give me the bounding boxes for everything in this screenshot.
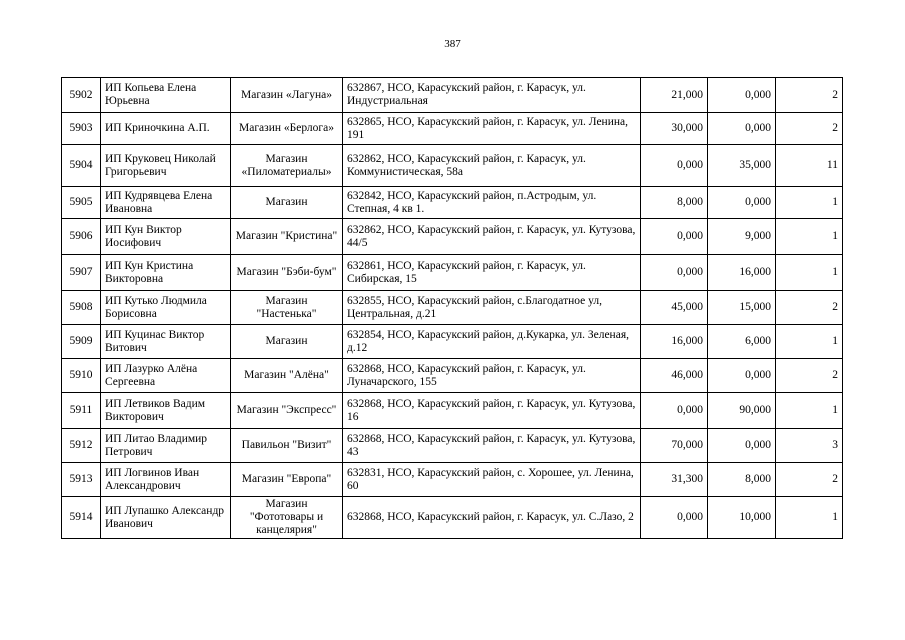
value-1: 0,000 bbox=[641, 393, 708, 429]
shop-name: Магазин "Экспресс" bbox=[231, 393, 343, 429]
owner-name: ИП Криночкина А.П. bbox=[101, 113, 231, 145]
owner-name: ИП Куцинас Виктор Витович bbox=[101, 325, 231, 359]
row-number: 5914 bbox=[62, 497, 101, 539]
row-number: 5912 bbox=[62, 429, 101, 463]
address: 632865, НСО, Карасукский район, г. Карасук, ул. Ленина, 191 bbox=[343, 113, 641, 145]
value-2: 15,000 bbox=[708, 291, 776, 325]
row-number: 5907 bbox=[62, 255, 101, 291]
value-2: 8,000 bbox=[708, 463, 776, 497]
shop-name: Магазин "Настенька" bbox=[231, 291, 343, 325]
row-number: 5902 bbox=[62, 78, 101, 113]
address: 632862, НСО, Карасукский район, г. Карасук, ул. Кутузова, 44/5 bbox=[343, 219, 641, 255]
value-2: 0,000 bbox=[708, 78, 776, 113]
table-row bbox=[62, 145, 843, 187]
value-2: 0,000 bbox=[708, 187, 776, 219]
table-row bbox=[62, 463, 843, 497]
value-3: 1 bbox=[776, 497, 843, 539]
owner-name: ИП Кудрявцева Елена Ивановна bbox=[101, 187, 231, 219]
table-row bbox=[62, 359, 843, 393]
shop-name: Магазин "Фототовары и канцелярия" bbox=[231, 497, 343, 539]
value-2: 0,000 bbox=[708, 429, 776, 463]
value-3: 3 bbox=[776, 429, 843, 463]
owner-name: ИП Логвинов Иван Александрович bbox=[101, 463, 231, 497]
value-2: 16,000 bbox=[708, 255, 776, 291]
row-number: 5904 bbox=[62, 145, 101, 187]
page-number: 387 bbox=[444, 38, 461, 50]
table-row bbox=[62, 219, 843, 255]
value-2: 0,000 bbox=[708, 113, 776, 145]
table-row bbox=[62, 429, 843, 463]
value-1: 21,000 bbox=[641, 78, 708, 113]
registry-table bbox=[61, 77, 843, 539]
value-3: 1 bbox=[776, 187, 843, 219]
row-number: 5903 bbox=[62, 113, 101, 145]
value-1: 31,300 bbox=[641, 463, 708, 497]
row-number: 5913 bbox=[62, 463, 101, 497]
value-2: 35,000 bbox=[708, 145, 776, 187]
shop-name: Магазин "Алёна" bbox=[231, 359, 343, 393]
value-3: 2 bbox=[776, 463, 843, 497]
value-3: 2 bbox=[776, 78, 843, 113]
value-1: 70,000 bbox=[641, 429, 708, 463]
shop-name: Магазин "Кристина" bbox=[231, 219, 343, 255]
value-2: 6,000 bbox=[708, 325, 776, 359]
address: 632842, НСО, Карасукский район, п.Астродым, ул. Степная, 4 кв 1. bbox=[343, 187, 641, 219]
table-row bbox=[62, 497, 843, 539]
table-row bbox=[62, 393, 843, 429]
value-2: 90,000 bbox=[708, 393, 776, 429]
value-1: 0,000 bbox=[641, 219, 708, 255]
shop-name: Магазин «Лагуна» bbox=[231, 78, 343, 113]
address: 632861, НСО, Карасукский район, г. Карасук, ул. Сибирская, 15 bbox=[343, 255, 641, 291]
shop-name: Магазин bbox=[231, 187, 343, 219]
owner-name: ИП Кутько Людмила Борисовна bbox=[101, 291, 231, 325]
table-row bbox=[62, 113, 843, 145]
address: 632867, НСО, Карасукский район, г. Карасук, ул. Индустриальная bbox=[343, 78, 641, 113]
owner-name: ИП Кун Виктор Иосифович bbox=[101, 219, 231, 255]
row-number: 5911 bbox=[62, 393, 101, 429]
value-3: 1 bbox=[776, 219, 843, 255]
value-1: 0,000 bbox=[641, 145, 708, 187]
value-3: 2 bbox=[776, 291, 843, 325]
value-1: 46,000 bbox=[641, 359, 708, 393]
owner-name: ИП Летвиков Вадим Викторович bbox=[101, 393, 231, 429]
address: 632854, НСО, Карасукский район, д.Кукарка, ул. Зеленая, д.12 bbox=[343, 325, 641, 359]
table-row bbox=[62, 255, 843, 291]
row-number: 5905 bbox=[62, 187, 101, 219]
owner-name: ИП Копьева Елена Юрьевна bbox=[101, 78, 231, 113]
value-1: 0,000 bbox=[641, 255, 708, 291]
value-1: 16,000 bbox=[641, 325, 708, 359]
value-3: 1 bbox=[776, 393, 843, 429]
address: 632868, НСО, Карасукский район, г. Карасук, ул. Кутузова, 43 bbox=[343, 429, 641, 463]
table-row bbox=[62, 187, 843, 219]
table-row bbox=[62, 291, 843, 325]
address: 632862, НСО, Карасукский район, г. Карасук, ул. Коммунистическая, 58а bbox=[343, 145, 641, 187]
row-number: 5906 bbox=[62, 219, 101, 255]
address: 632868, НСО, Карасукский район, г. Карасук, ул. Кутузова, 16 bbox=[343, 393, 641, 429]
value-1: 30,000 bbox=[641, 113, 708, 145]
owner-name: ИП Лупашко Александр Иванович bbox=[101, 497, 231, 539]
address: 632855, НСО, Карасукский район, с.Благодатное ул, Центральная, д.21 bbox=[343, 291, 641, 325]
value-3: 2 bbox=[776, 113, 843, 145]
owner-name: ИП Лазурко Алёна Сергеевна bbox=[101, 359, 231, 393]
address: 632868, НСО, Карасукский район, г. Карасук, ул. Луначарского, 155 bbox=[343, 359, 641, 393]
row-number: 5910 bbox=[62, 359, 101, 393]
shop-name: Магазин "Бэби-бум" bbox=[231, 255, 343, 291]
value-1: 45,000 bbox=[641, 291, 708, 325]
owner-name: ИП Литао Владимир Петрович bbox=[101, 429, 231, 463]
value-3: 2 bbox=[776, 359, 843, 393]
value-2: 9,000 bbox=[708, 219, 776, 255]
shop-name: Павильон "Визит" bbox=[231, 429, 343, 463]
owner-name: ИП Кун Кристина Викторовна bbox=[101, 255, 231, 291]
value-3: 11 bbox=[776, 145, 843, 187]
value-3: 1 bbox=[776, 255, 843, 291]
shop-name: Магазин bbox=[231, 325, 343, 359]
shop-name: Магазин «Берлога» bbox=[231, 113, 343, 145]
table-row bbox=[62, 78, 843, 113]
address: 632868, НСО, Карасукский район, г. Карасук, ул. С.Лазо, 2 bbox=[343, 497, 641, 539]
row-number: 5909 bbox=[62, 325, 101, 359]
owner-name: ИП Круковец Николай Григорьевич bbox=[101, 145, 231, 187]
value-2: 0,000 bbox=[708, 359, 776, 393]
value-3: 1 bbox=[776, 325, 843, 359]
row-number: 5908 bbox=[62, 291, 101, 325]
shop-name: Магазин "Европа" bbox=[231, 463, 343, 497]
address: 632831, НСО, Карасукский район, с. Хорошее, ул. Ленина, 60 bbox=[343, 463, 641, 497]
value-2: 10,000 bbox=[708, 497, 776, 539]
table-row bbox=[62, 325, 843, 359]
value-1: 8,000 bbox=[641, 187, 708, 219]
shop-name: Магазин «Пиломатериалы» bbox=[231, 145, 343, 187]
value-1: 0,000 bbox=[641, 497, 708, 539]
